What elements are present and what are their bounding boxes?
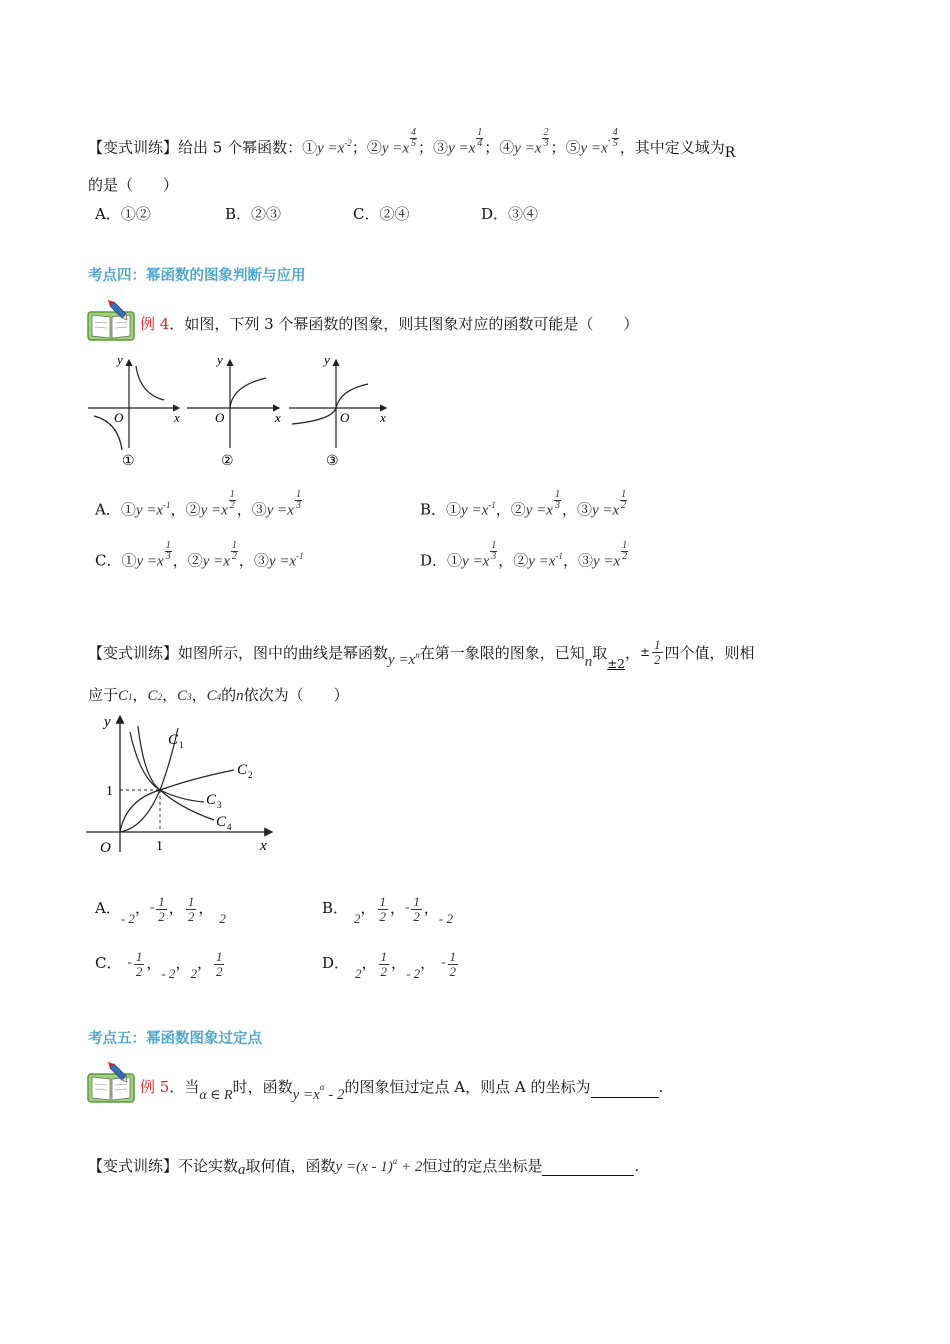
book-pencil-icon	[86, 1060, 138, 1106]
svg-text:1: 1	[156, 839, 163, 854]
example-5-text: 例 5．当α ∈ R时，函数y =xα - 2的图象恒过定点 A，则点 A 的坐标为 .	[140, 1078, 664, 1103]
graph-2-label: ②	[221, 454, 234, 469]
svg-text:O: O	[100, 840, 111, 856]
q1-line2: 的是（ ）	[88, 176, 179, 194]
svg-text:O: O	[215, 410, 225, 425]
svg-text:1: 1	[179, 740, 184, 750]
q5-line: 【变式训练】不论实数a取何值，函数y =(x - 1)$^a$ + 2恒过的定点坐标是 .	[88, 1156, 640, 1178]
q3-option-b: B．2， $\frac{1}{2}$ ，- $\frac{1}{2}$ ，- 2	[322, 894, 454, 927]
q3-option-d: D．2， $\frac{1}{2}$ ，- 2， - $\frac{1}{2}$	[322, 949, 457, 982]
graph-3	[289, 352, 386, 469]
graph-2	[187, 352, 281, 469]
svg-text:O: O	[340, 410, 350, 425]
q1-line1: 【变式训练】给出 5 个幂函数：①y $=x^{-2}$；②y =x $\frac{4}{5}$ ；③y =x $\frac{1}{4}$ ；④y =x $\frac{2}{3}$ ；⑤y =x- $\frac{4}{5}$ ，其中定义域为R	[88, 127, 736, 161]
q1-option-a: A．①②	[95, 205, 151, 223]
svg-text:C: C	[237, 762, 248, 778]
svg-text:x: x	[380, 410, 386, 425]
q3-line2: 应于C1，C2，C3，C4的n依次为（ ）	[88, 686, 349, 704]
svg-text:y: y	[324, 352, 330, 367]
ex4-option-b: B．①y $=x^{-1}$，②y =x $\frac{1}{3}$ ，③y =x $\frac{1}{2}$	[420, 489, 627, 519]
svg-text:2: 2	[248, 770, 253, 780]
q3-power-curves-figure	[84, 712, 284, 862]
section-heading-5: 考点五：幂函数图象过定点	[88, 1031, 262, 1047]
svg-text:C: C	[206, 792, 217, 808]
q1-option-d: D．③④	[481, 205, 539, 223]
svg-text:4: 4	[227, 822, 232, 832]
svg-text:x: x	[260, 838, 267, 854]
q3-option-a: A．- 2，- $\frac{1}{2}$ ， $\frac{1}{2}$ ，2	[95, 894, 226, 927]
book-pencil-icon	[86, 298, 138, 344]
graph-1-label: ①	[122, 454, 135, 469]
graph-1	[88, 352, 180, 469]
variant-tag: 【变式训练】	[88, 138, 179, 157]
svg-text:x: x	[275, 410, 281, 425]
q3-line1: 【变式训练】如图所示，图中的曲线是幂函数y =xn在第一象限的图象，已知n取$_{\pm 2}$，± $\frac{1}{2}$ 四个值，则相	[88, 637, 755, 672]
section-heading-4: 考点四：幂函数的图象判断与应用	[88, 268, 306, 284]
svg-text:O: O	[114, 410, 124, 425]
svg-text:y: y	[117, 352, 123, 367]
q3-option-c: C． - $\frac{1}{2}$ ，- 2，2， $\frac{1}{2}$	[95, 949, 223, 982]
svg-text:y: y	[217, 352, 223, 367]
ex4-option-c: C．①y =x $\frac{1}{3}$ ，②y =x $\frac{1}{2}$ ，③y $=x^{-1}$	[95, 540, 304, 570]
ex4-option-d: D．①y =x $\frac{1}{3}$ ，②y $=x^{-1}$，③y =x $\frac{1}{2}$	[420, 540, 628, 570]
q1-option-b: B．②③	[225, 205, 282, 223]
svg-text:x: x	[174, 410, 180, 425]
svg-text:y: y	[104, 714, 111, 730]
example-4-text: 例 4．如图，下列 3 个幂函数的图象，则其图象对应的函数可能是（ ）	[140, 315, 639, 333]
answer-blank[interactable]	[542, 1175, 634, 1176]
svg-text:3: 3	[217, 800, 222, 810]
ex4-graphs	[84, 350, 394, 470]
answer-blank[interactable]	[591, 1097, 659, 1098]
svg-text:1: 1	[106, 784, 113, 799]
svg-text:C: C	[168, 732, 179, 748]
svg-text:C: C	[216, 814, 227, 830]
graph-3-label: ③	[326, 454, 339, 469]
q1-option-c: C．②④	[353, 205, 410, 223]
ex4-option-a: A．①y $=x^{-1}$，②y =x $\frac{1}{2}$ ，③y =x $\frac{1}{3}$	[95, 489, 301, 519]
